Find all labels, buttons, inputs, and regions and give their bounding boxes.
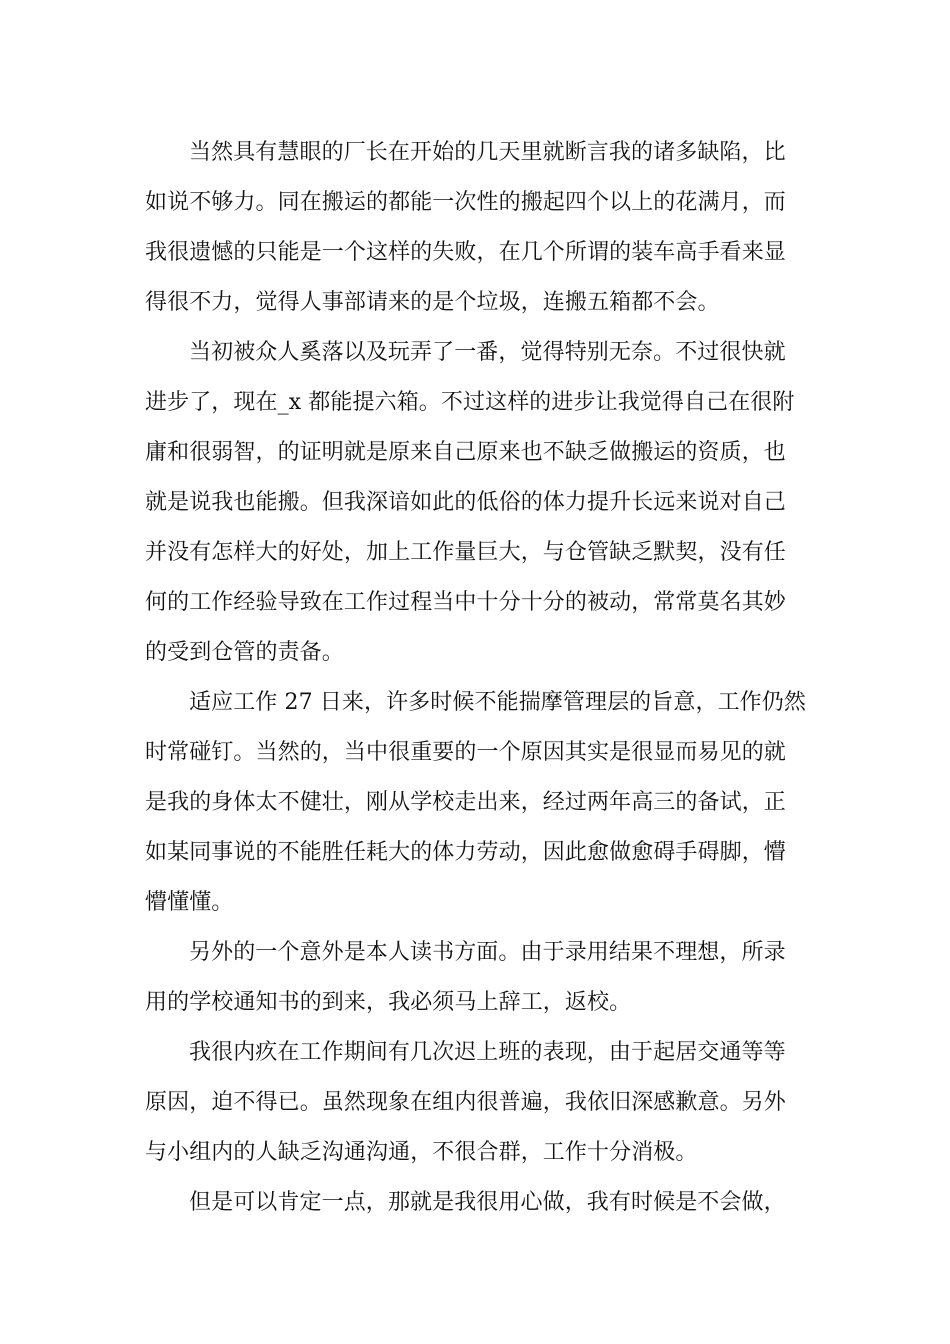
paragraph — [145, 128, 807, 328]
paragraph — [145, 328, 807, 678]
paragraph — [145, 1178, 807, 1228]
document-body — [145, 128, 807, 1228]
paragraph-line: 我很内疚在工作期间有几次迟上班的表现，由于起居交通等等 — [189, 1040, 786, 1065]
paragraph — [145, 928, 807, 1028]
paragraph — [145, 678, 807, 928]
paragraph-line: 但是可以肯定一点，那就是我很用心做，我有时候是不会做， — [189, 1190, 786, 1215]
paragraph-line: 我很遗憾的只能是一个这样的失败，在几个所谓的装车高手看来显 — [145, 240, 786, 265]
paragraph-line: 时常碰钉。当然的，当中很重要的一个原因其实是很显而易见的就 — [145, 740, 786, 765]
paragraph-line: 庸和很弱智，的证明就是原来自己原来也不缺乏做搬运的资质，也 — [145, 440, 786, 465]
paragraph — [145, 1028, 807, 1178]
paragraph-line: 另外的一个意外是本人读书方面。由于录用结果不理想，所录 — [189, 940, 786, 965]
paragraph-line: 的受到仓管的责备。 — [145, 640, 344, 665]
paragraph-line: 用的学校通知书的到来，我必须马上辞工，返校。 — [145, 990, 632, 1015]
paragraph-line: 并没有怎样大的好处，加上工作量巨大，与仓管缺乏默契，没有任 — [145, 540, 786, 565]
paragraph-line: 何的工作经验导致在工作过程当中十分十分的被动，常常莫名其妙 — [145, 590, 786, 615]
paragraph-line: 是我的身体太不健壮，刚从学校走出来，经过两年高三的备试，正 — [145, 790, 786, 815]
paragraph-line: 得很不力，觉得人事部请来的是个垃圾，连搬五箱都不会。 — [145, 290, 720, 315]
paragraph-line: 懵懂懂。 — [145, 890, 234, 915]
paragraph-line: 当初被众人奚落以及玩弄了一番，觉得特别无奈。不过很快就 — [189, 340, 786, 365]
paragraph-line: 进步了，现在_x 都能提六箱。不过这样的进步让我觉得自己在很附 — [145, 390, 795, 415]
paragraph-line: 当然具有慧眼的厂长在开始的几天里就断言我的诸多缺陷，比 — [189, 140, 786, 165]
paragraph-line: 就是说我也能搬。但我深谙如此的低俗的体力提升长远来说对自己 — [145, 490, 786, 515]
paragraph-line: 如某同事说的不能胜任耗大的体力劳动，因此愈做愈碍手碍脚，懵 — [145, 840, 786, 865]
paragraph-line: 如说不够力。同在搬运的都能一次性的搬起四个以上的花满月，而 — [145, 190, 786, 215]
paragraph-line: 原因，迫不得已。虽然现象在组内很普遍，我依旧深感歉意。另外 — [145, 1090, 786, 1115]
paragraph-line: 与小组内的人缺乏沟通沟通，不很合群，工作十分消极。 — [145, 1140, 698, 1165]
paragraph-line: 适应工作 27 日来，许多时候不能揣摩管理层的旨意，工作仍然 — [189, 690, 806, 715]
